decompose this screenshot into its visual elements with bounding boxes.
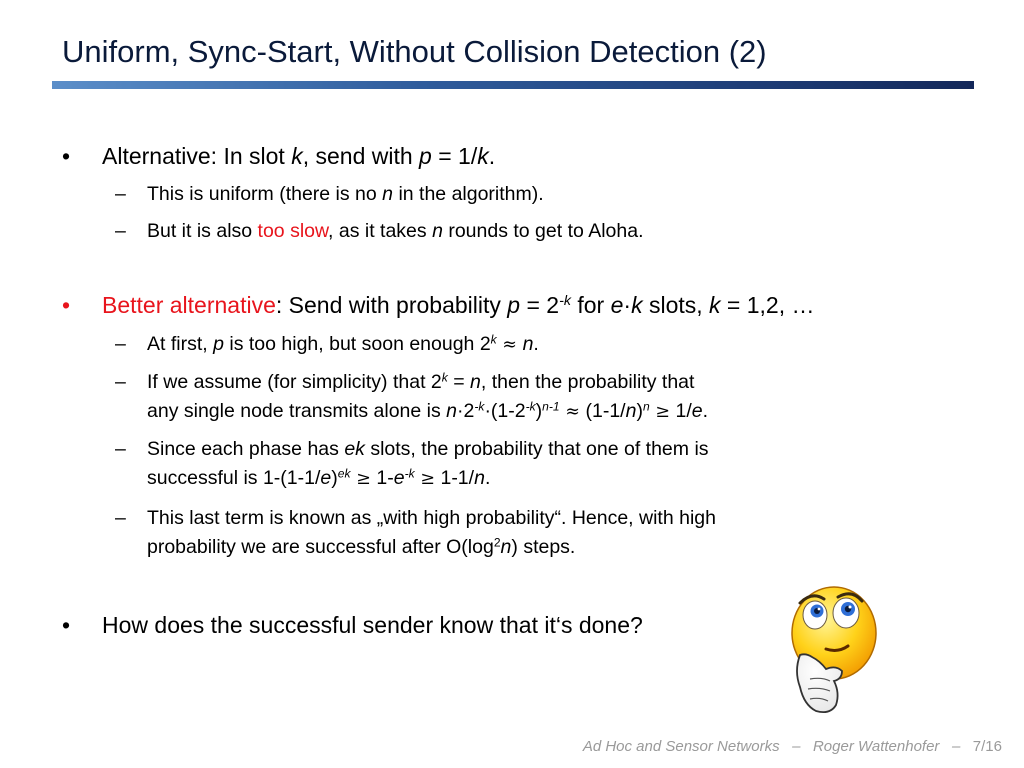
bullet-marker: •: [62, 612, 71, 638]
footer-page-number: 7/16: [972, 738, 1002, 755]
footer-separator: –: [951, 738, 961, 755]
slide-title: Uniform, Sync-Start, Without Collision Detection (2): [62, 34, 767, 69]
subbullet-text: Since each phase has ek slots, the probability that one of them is successful is $1-(1-1/e)^{ek} \ge 1-e^{-k} \ge 1-1/n$.: [147, 438, 709, 489]
bullet-text: How does the successful sender know that it‘s done?: [102, 612, 643, 638]
bullet-marker: •: [62, 143, 71, 169]
subbullet-text: At first, p is too high, but soon enough $2^k \approx n$.: [147, 332, 539, 355]
highlight-better-alternative: Better alternative: [102, 292, 276, 318]
thinking-face-icon: [786, 583, 886, 718]
footer-separator: –: [792, 738, 801, 755]
highlight-too-slow: too slow: [257, 220, 329, 242]
footer-author: Roger Wattenhofer: [812, 738, 940, 755]
bullet-marker: •: [62, 292, 71, 318]
subbullet-marker: –: [115, 183, 126, 205]
subbullet-marker: –: [115, 507, 126, 529]
subbullet-marker: –: [115, 220, 126, 242]
footer-course: Ad Hoc and Sensor Networks: [582, 738, 780, 755]
subbullet-text: This last term is known as „with high probability“. Hence, with high probability we are successful after $O(\log^2n)$ steps.: [147, 507, 716, 558]
subbullet-text: If we assume (for simplicity) that $2^k = n$, then the probability that any single node transmits alone is $n\cdot 2^{-k}\cdot(1-2^{-k})^{n-1} \approx (1-1/n)^n \ge 1/e$.: [147, 370, 709, 422]
subbullet-text: But it is also too slow, as it takes n rounds to get to Aloha.: [147, 220, 644, 242]
subbullet-text: This is uniform (there is no n in the algorithm).: [147, 183, 544, 205]
subbullet-marker: –: [115, 333, 126, 355]
bullet-text: Better alternative: Send with probability $p = 2^{-k}$ for e·k slots, k = 1,2, …: [102, 292, 815, 318]
subbullet-marker: –: [115, 371, 126, 393]
bullet-text: Alternative: In slot k, send with p = 1/k.: [102, 143, 496, 169]
slide-footer: [583, 737, 1002, 757]
subbullet-marker: –: [115, 438, 126, 460]
